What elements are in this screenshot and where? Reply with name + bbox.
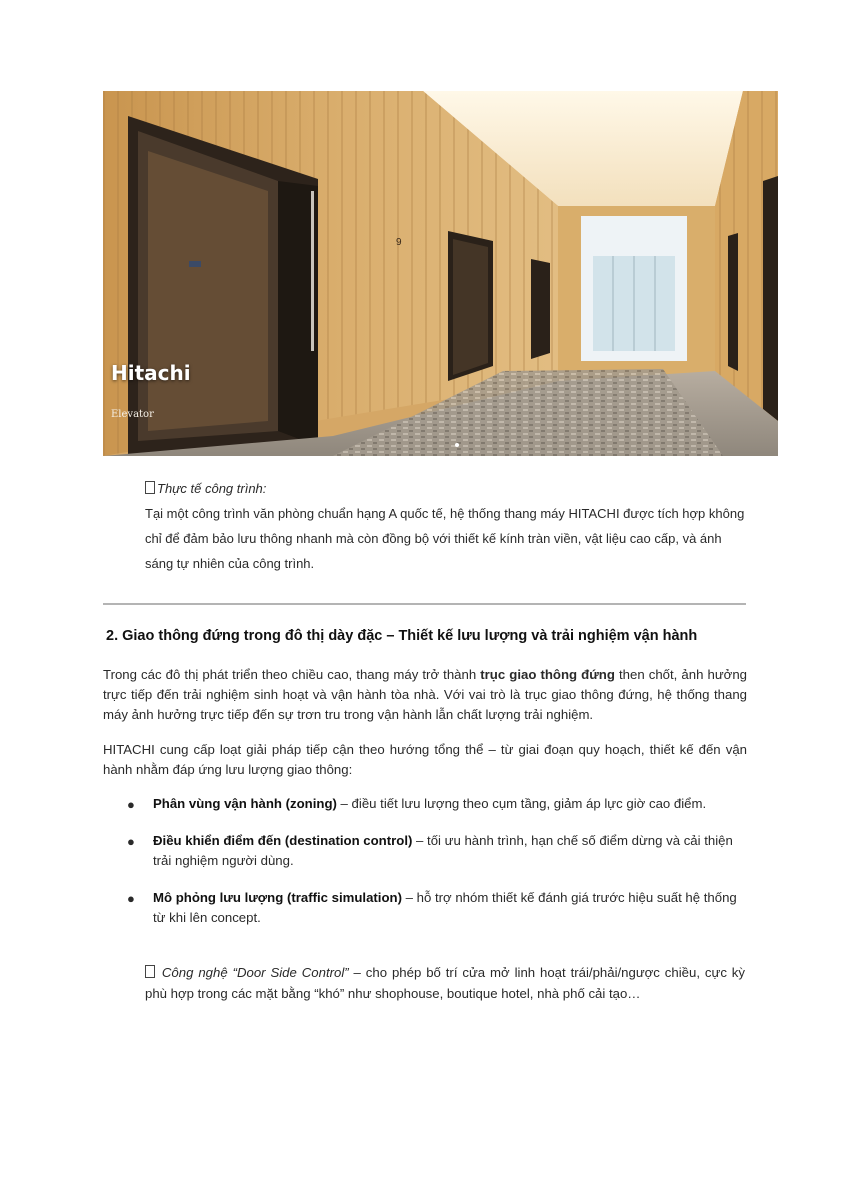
floor-number-sign: 9	[396, 237, 402, 248]
photo-caption-subtitle: Elevator	[111, 409, 154, 420]
section-divider	[103, 603, 746, 605]
project-note	[145, 476, 745, 576]
list-item-text: – hỗ trợ nhóm thiết kế đánh giá trước hiệu suất hệ thống từ khi lên concept.	[153, 890, 737, 925]
photo-caption-title: Hitachi	[111, 361, 191, 385]
list-item	[127, 794, 747, 814]
bullet-dot-icon: ●	[127, 834, 135, 849]
list-item-term: Điều khiển điểm đến (destination control)	[153, 833, 413, 848]
section-heading: 2. Giao thông đứng trong đô thị dày đặc – Thiết kế lưu lượng và trải nghiệm vận hành	[106, 628, 698, 644]
list-item-text: – tối ưu hành trình, hạn chế số điểm dừng và cải thiện trải nghiệm người dùng.	[153, 833, 733, 868]
door-side-control-note	[145, 962, 745, 1004]
lobby-illustration	[103, 91, 778, 456]
bullet-dot-icon: ●	[127, 797, 135, 812]
intro-text-end: then chốt, ảnh hưởng trực tiếp đến trải nghiệm sinh hoạt và vận hành tòa nhà. Với vai trò là trục giao thông đứng, hệ thống thang máy ảnh hưởng trực tiếp đến sự trơn tru trong vận hành lẫn chất lượng trải nghiệm.	[103, 667, 747, 722]
note-term: Công nghệ “Door Side Control”	[161, 965, 349, 980]
carousel-dot[interactable]	[455, 443, 459, 447]
bullet-dot-icon: ●	[127, 891, 135, 906]
intro-bold-term: trục giao thông đứng	[480, 667, 615, 682]
checkbox-glyph-icon	[145, 965, 155, 978]
solutions-list	[127, 794, 747, 945]
checkbox-glyph-icon	[145, 481, 155, 494]
list-item	[127, 831, 747, 871]
list-item-text: – điều tiết lưu lượng theo cụm tầng, giảm áp lực giờ cao điểm.	[336, 796, 707, 811]
project-body: Tại một công trình văn phòng chuẩn hạng A quốc tế, hệ thống thang máy HITACHI được tích hợp không chỉ để đảm bảo lưu thông nhanh mà còn đồng bộ với thiết kế kính tràn viền, vật liệu cao cấp, và ánh sáng tự nhiên của công trình.	[145, 506, 745, 571]
list-item	[127, 888, 747, 928]
list-item-term: Mô phỏng lưu lượng (traffic simulation)	[153, 890, 402, 905]
intro-text-start: Trong các đô thị phát triển theo chiều cao, thang máy trở thành	[103, 667, 481, 682]
solutions-paragraph: HITACHI cung cấp loạt giải pháp tiếp cận theo hướng tổng thể – từ giai đoạn quy hoạch, thiết kế đến vận hành nhằm đáp ứng lưu lượng giao thông:	[103, 742, 747, 777]
list-item-term: Phân vùng vận hành (zoning)	[153, 796, 337, 811]
intro-paragraph	[103, 665, 747, 725]
elevator-lobby-photo	[103, 91, 778, 456]
project-label: Thực tế công trình:	[157, 481, 267, 496]
note-text: – cho phép bố trí cửa mở linh hoạt trái/phải/ngược chiều, cực kỳ phù hợp trong các mặt bằng “khó” như shophouse, boutique hotel, nhà phố cải tạo…	[145, 965, 745, 1001]
